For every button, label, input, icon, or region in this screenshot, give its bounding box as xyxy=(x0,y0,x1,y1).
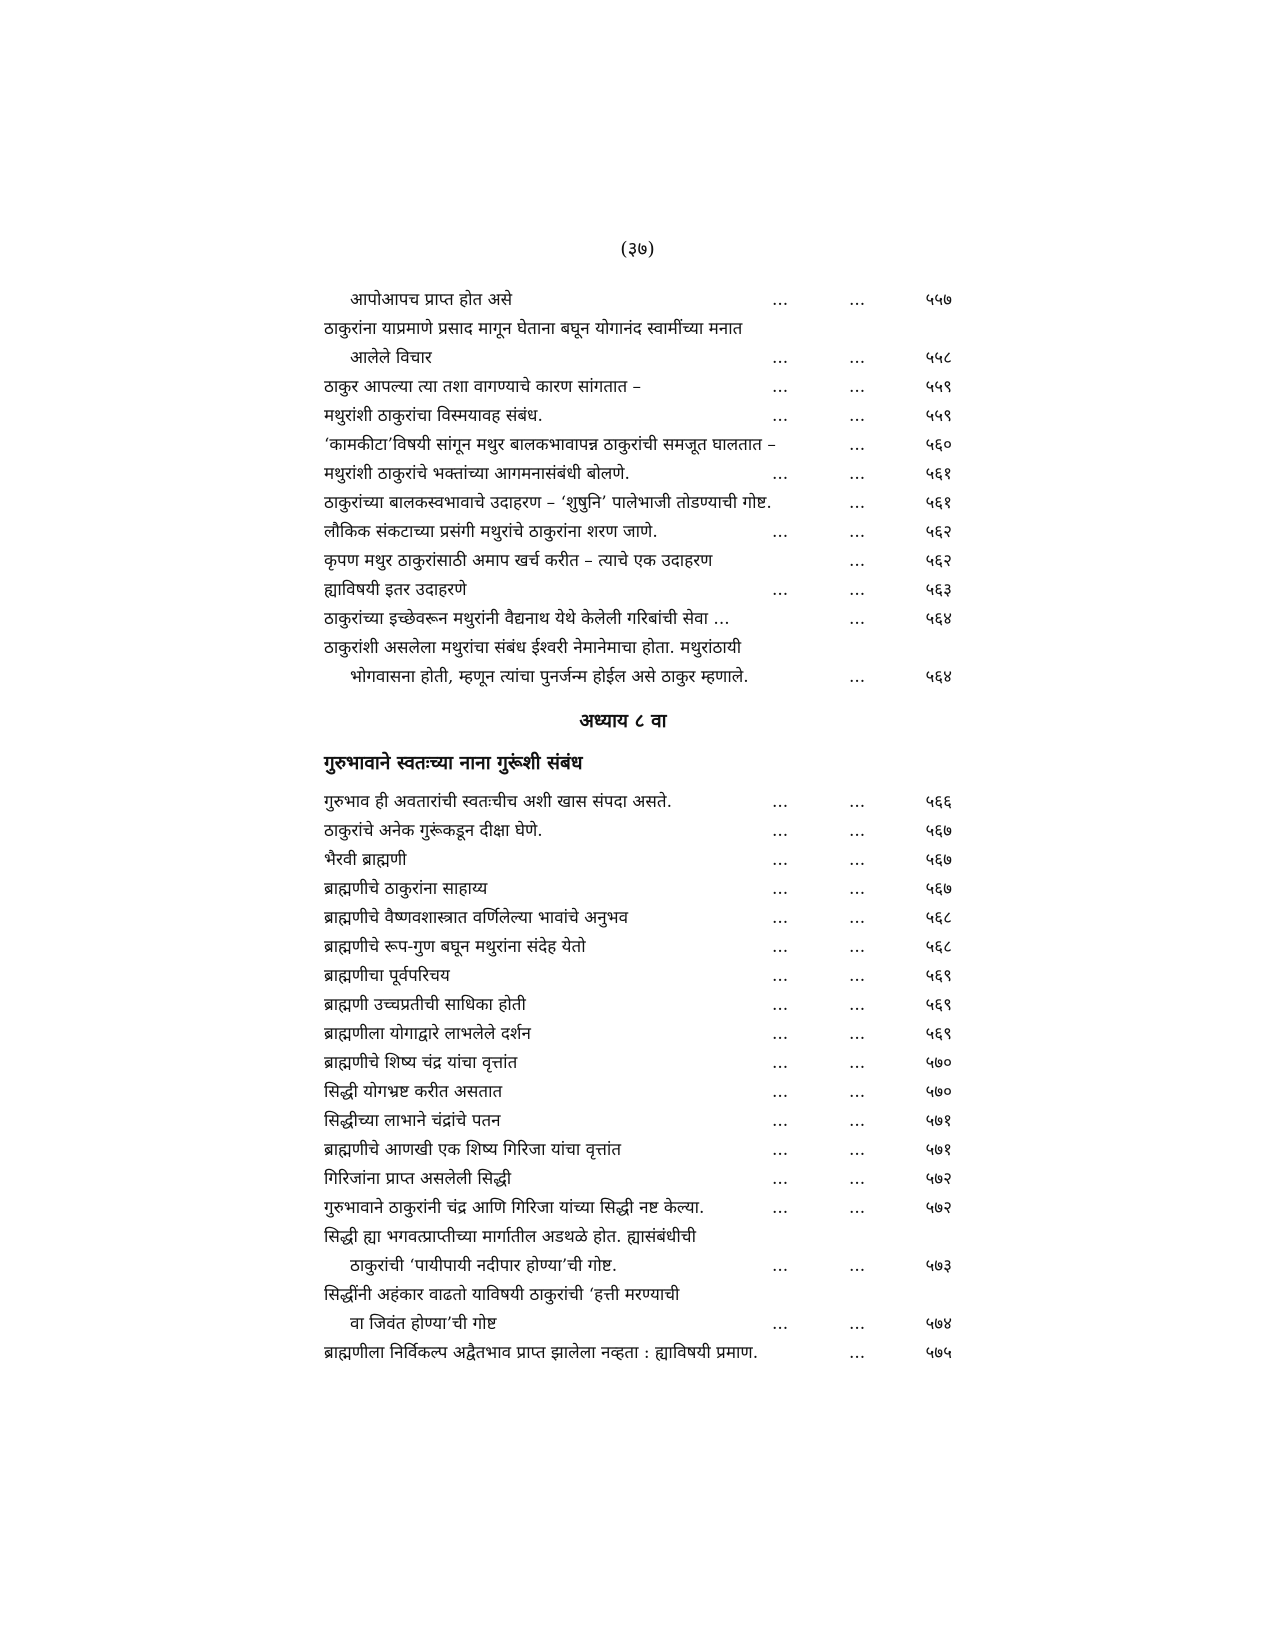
toc-leader-dots: ... xyxy=(772,1198,789,1218)
toc-entry-title: ठाकुरांच्या बालकस्वभावाचे उदाहरण – ‘शुषुनि’ पालेभाजी तोडण्याची गोष्ट. xyxy=(324,493,772,513)
toc-leader-dots: ... xyxy=(772,1024,789,1044)
table-of-contents xyxy=(324,286,952,1368)
toc-leader-dots: ... xyxy=(772,290,789,310)
toc-entry xyxy=(324,933,952,962)
toc-leader-dots: ... xyxy=(849,348,866,368)
toc-entry xyxy=(324,875,952,904)
toc-entry xyxy=(324,431,952,460)
toc-leader-dots: ... xyxy=(772,406,789,426)
toc-leader-dots: ... xyxy=(849,609,866,629)
toc-page-number: ५६२ xyxy=(925,522,952,542)
toc-entry xyxy=(324,1223,952,1281)
toc-leader-dots: ... xyxy=(772,879,789,899)
toc-leader-dots: ... xyxy=(849,966,866,986)
toc-entry xyxy=(324,460,952,489)
toc-page-number: ५६० xyxy=(925,435,952,455)
toc-entry xyxy=(324,1049,952,1078)
toc-page-number: ५६९ xyxy=(925,995,952,1015)
toc-entry xyxy=(324,373,952,402)
toc-entry-title-continued: ठाकुरांची ‘पायीपायी नदीपार होण्या’ची गोष्ट. xyxy=(350,1256,618,1276)
toc-leader-dots: ... xyxy=(772,1256,789,1276)
toc-entry-title: गुरुभाव ही अवतारांची स्वतःचीच अशी खास संपदा असते. xyxy=(324,792,672,812)
toc-entry-title: ठाकुरांचे अनेक गुरूंकडून दीक्षा घेणे. xyxy=(324,821,543,841)
toc-entry xyxy=(324,286,952,315)
toc-entry-title: ‘कामकीटा’विषयी सांगून मथुर बालकभावापन्न ठाकुरांची समजूत घालतात – xyxy=(324,435,776,455)
toc-page-number: ५७० xyxy=(925,1082,952,1102)
toc-entry-title: सिद्धींनी अहंकार वाढतो याविषयी ठाकुरांची ‘हत्ती मरण्याची xyxy=(324,1285,680,1305)
toc-leader-dots: ... xyxy=(849,1198,866,1218)
toc-leader-dots: ... xyxy=(849,435,866,455)
toc-entry-title: गुरुभावाने ठाकुरांनी चंद्र आणि गिरिजा यांच्या सिद्धी नष्ट केल्या. xyxy=(324,1198,705,1218)
toc-page-number: ५७० xyxy=(925,1053,952,1073)
chapter-title: अध्याय ८ वा xyxy=(579,710,667,732)
toc-entry-title: ब्राह्मणीला निर्विकल्प अद्वैतभाव प्राप्त झालेला नव्हता : ह्याविषयी प्रमाण. xyxy=(324,1343,759,1363)
toc-page-number: ५६६ xyxy=(925,792,952,812)
toc-leader-dots: ... xyxy=(772,522,789,542)
toc-leader-dots: ... xyxy=(849,908,866,928)
toc-leader-dots: ... xyxy=(849,821,866,841)
toc-leader-dots: ... xyxy=(849,667,866,687)
toc-leader-dots: ... xyxy=(849,522,866,542)
toc-page-number: ५७४ xyxy=(925,1314,952,1334)
toc-leader-dots: ... xyxy=(849,850,866,870)
toc-entry-title: ठाकुरांच्या इच्छेवरून मथुरांनी वैद्यनाथ येथे केलेली गरिबांची सेवा ... xyxy=(324,609,730,629)
toc-leader-dots: ... xyxy=(772,908,789,928)
section-title: गुरुभावाने स्वतःच्या नाना गुरूंशी संबंध xyxy=(324,752,583,774)
toc-leader-dots: ... xyxy=(772,1314,789,1334)
toc-entry-title: ब्राह्मणीला योगाद्वारे लाभलेले दर्शन xyxy=(324,1024,531,1044)
toc-entry xyxy=(324,402,952,431)
toc-entry-title: सिद्धी ह्या भगवत्प्राप्तीच्या मार्गातील अडथळे होत. ह्यासंबंधीची xyxy=(324,1227,696,1247)
toc-page-number: ५५८ xyxy=(925,348,952,368)
toc-entry xyxy=(324,1194,952,1223)
toc-leader-dots: ... xyxy=(849,937,866,957)
toc-leader-dots: ... xyxy=(772,1082,789,1102)
toc-entry xyxy=(324,991,952,1020)
toc-entry xyxy=(324,1165,952,1194)
toc-leader-dots: ... xyxy=(849,377,866,397)
toc-page-number: ५६७ xyxy=(925,879,952,899)
toc-page-number: ५६१ xyxy=(925,493,952,513)
toc-list-part-1 xyxy=(324,286,952,692)
toc-entry-title: कृपण मथुर ठाकुरांसाठी अमाप खर्च करीत – त्याचे एक उदाहरण xyxy=(324,551,713,571)
toc-leader-dots: ... xyxy=(849,1024,866,1044)
toc-leader-dots: ... xyxy=(849,464,866,484)
toc-entry xyxy=(324,489,952,518)
toc-leader-dots: ... xyxy=(849,792,866,812)
toc-entry xyxy=(324,1281,952,1339)
toc-entry-title: ब्राह्मणीचे आणखी एक शिष्य गिरिजा यांचा वृत्तांत xyxy=(324,1140,622,1160)
toc-entry xyxy=(324,1339,952,1368)
toc-entry-title: लौकिक संकटाच्या प्रसंगी मथुरांचे ठाकुरांना शरण जाणे. xyxy=(324,522,658,542)
toc-entry-title: गिरिजांना प्राप्त असलेली सिद्धी xyxy=(324,1169,512,1189)
toc-entry-title: ब्राह्मणीचे ठाकुरांना साहाय्य xyxy=(324,879,488,899)
toc-entry xyxy=(324,904,952,933)
toc-list-part-2 xyxy=(324,788,952,1368)
toc-entry xyxy=(324,846,952,875)
toc-leader-dots: ... xyxy=(849,1111,866,1131)
toc-leader-dots: ... xyxy=(772,580,789,600)
toc-leader-dots: ... xyxy=(849,879,866,899)
toc-page-number: ५७१ xyxy=(925,1140,952,1160)
toc-page-number: ५६९ xyxy=(925,966,952,986)
toc-entry xyxy=(324,1020,952,1049)
toc-leader-dots: ... xyxy=(849,580,866,600)
toc-entry-title: भैरवी ब्राह्मणी xyxy=(324,850,407,870)
toc-page-number: ५७२ xyxy=(925,1169,952,1189)
toc-leader-dots: ... xyxy=(849,1314,866,1334)
toc-page-number: ५६४ xyxy=(925,609,952,629)
toc-entry-title: ठाकुर आपल्या त्या तशा वागण्याचे कारण सांगतात – xyxy=(324,377,642,397)
toc-leader-dots: ... xyxy=(849,1256,866,1276)
toc-page-number: ५६८ xyxy=(925,908,952,928)
page-number: (३७) xyxy=(620,238,655,260)
toc-entry-title: मथुरांशी ठाकुरांचा विस्मयावह संबंध. xyxy=(324,406,543,426)
toc-entry xyxy=(324,788,952,817)
toc-page-number: ५६१ xyxy=(925,464,952,484)
toc-leader-dots: ... xyxy=(772,464,789,484)
toc-entry xyxy=(324,817,952,846)
toc-entry xyxy=(324,634,952,692)
toc-page-number: ५६७ xyxy=(925,821,952,841)
toc-leader-dots: ... xyxy=(772,995,789,1015)
toc-entry xyxy=(324,315,952,373)
toc-leader-dots: ... xyxy=(772,966,789,986)
toc-leader-dots: ... xyxy=(849,551,866,571)
toc-entry xyxy=(324,1136,952,1165)
toc-leader-dots: ... xyxy=(849,1053,866,1073)
toc-leader-dots: ... xyxy=(772,792,789,812)
toc-page-number: ५६७ xyxy=(925,850,952,870)
toc-leader-dots: ... xyxy=(849,1082,866,1102)
toc-entry-title: मथुरांशी ठाकुरांचे भक्तांच्या आगमनासंबंधी बोलणे. xyxy=(324,464,630,484)
toc-entry xyxy=(324,518,952,547)
toc-page-number: ५७१ xyxy=(925,1111,952,1131)
toc-page-number: ५७३ xyxy=(925,1256,952,1276)
toc-leader-dots: ... xyxy=(772,377,789,397)
toc-leader-dots: ... xyxy=(849,493,866,513)
toc-leader-dots: ... xyxy=(849,1343,866,1363)
toc-entry-title: आपोआपच प्राप्त होत असे xyxy=(350,290,513,310)
toc-leader-dots: ... xyxy=(772,1140,789,1160)
toc-entry-title: ब्राह्मणी उच्चप्रतीची साधिका होती xyxy=(324,995,526,1015)
toc-entry-title: ब्राह्मणीचे वैष्णवशास्त्रात वर्णिलेल्या भावांचे अनुभव xyxy=(324,908,629,928)
toc-entry-title-continued: भोगवासना होती, म्हणून त्यांचा पुनर्जन्म होईल असे ठाकुर म्हणाले. xyxy=(350,667,749,687)
toc-page-number: ५५७ xyxy=(925,290,952,310)
toc-entry-title: ब्राह्मणीचे शिष्य चंद्र यांचा वृत्तांत xyxy=(324,1053,518,1073)
toc-leader-dots: ... xyxy=(772,850,789,870)
toc-page-number: ५७२ xyxy=(925,1198,952,1218)
toc-entry-title: सिद्धीच्या लाभाने चंद्रांचे पतन xyxy=(324,1111,501,1131)
toc-page-number: ५५९ xyxy=(925,377,952,397)
toc-leader-dots: ... xyxy=(772,1169,789,1189)
toc-leader-dots: ... xyxy=(772,821,789,841)
toc-page-number: ५७५ xyxy=(925,1343,952,1363)
toc-entry-title: ठाकुरांना याप्रमाणे प्रसाद मागून घेताना बघून योगानंद स्वामींच्या मनात xyxy=(324,319,743,339)
toc-entry xyxy=(324,1107,952,1136)
toc-entry xyxy=(324,576,952,605)
toc-page-number: ५६३ xyxy=(925,580,952,600)
toc-leader-dots: ... xyxy=(772,1111,789,1131)
toc-entry xyxy=(324,1078,952,1107)
toc-entry-title-continued: आलेले विचार xyxy=(350,348,432,368)
toc-leader-dots: ... xyxy=(849,995,866,1015)
toc-entry-title: ब्राह्मणीचे रूप-गुण बघून मथुरांना संदेह येतो xyxy=(324,937,586,957)
toc-entry-title: ह्याविषयी इतर उदाहरणे xyxy=(324,580,467,600)
toc-leader-dots: ... xyxy=(772,348,789,368)
toc-entry-title: ठाकुरांशी असलेला मथुरांचा संबंध ईश्वरी नेमानेमाचा होता. मथुरांठायी xyxy=(324,638,742,658)
toc-entry xyxy=(324,605,952,634)
toc-entry xyxy=(324,547,952,576)
toc-entry-title-continued: वा जिवंत होण्या’ची गोष्ट xyxy=(350,1314,497,1334)
toc-entry xyxy=(324,962,952,991)
toc-page-number: ५६८ xyxy=(925,937,952,957)
toc-entry-title: ब्राह्मणीचा पूर्वपरिचय xyxy=(324,966,450,986)
toc-leader-dots: ... xyxy=(849,1140,866,1160)
toc-leader-dots: ... xyxy=(772,937,789,957)
toc-page-number: ५५९ xyxy=(925,406,952,426)
toc-page-number: ५६२ xyxy=(925,551,952,571)
toc-leader-dots: ... xyxy=(772,1053,789,1073)
toc-leader-dots: ... xyxy=(849,1169,866,1189)
toc-entry-title: सिद्धी योगभ्रष्ट करीत असतात xyxy=(324,1082,503,1102)
toc-leader-dots: ... xyxy=(849,290,866,310)
toc-page-number: ५६९ xyxy=(925,1024,952,1044)
toc-page-number: ५६४ xyxy=(925,667,952,687)
toc-leader-dots: ... xyxy=(849,406,866,426)
